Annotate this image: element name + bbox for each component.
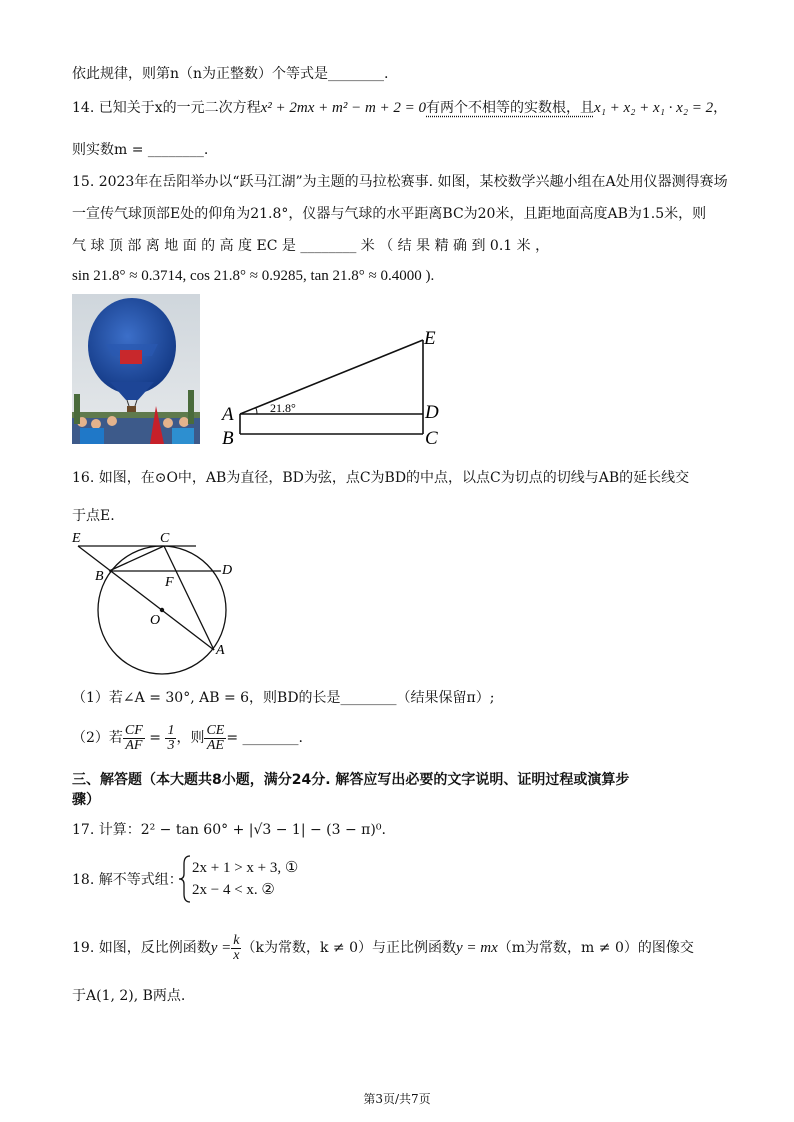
frac-den: x	[233, 947, 240, 963]
q16-part-2: （2）若 $\frac{CF}{AF}$ = $\frac{1}{3}$ ，则 $\frac{CE}{AE}$ = ________.	[72, 722, 303, 753]
question-18: 18. 解不等式组：	[72, 872, 183, 888]
q18-inequality-2: 2x − 4 < x. ②	[192, 882, 275, 898]
line-EA	[78, 546, 214, 650]
section-3-heading: 三、解答题（本大题共8小题，满分24分. 解答应写出必要的文字说明、证明过程或演算步	[72, 772, 630, 788]
frac-num: k	[233, 932, 240, 948]
q14-text-b: 有两个不相等的实数根，且	[426, 100, 595, 116]
q15-line-4: sin 21.8° ≈ 0.3714, cos 21.8° ≈ 0.9285, tan 21.8° ≈ 0.4000 ).	[72, 268, 435, 284]
line-CB	[109, 546, 164, 571]
angle-label: 21.8°	[270, 401, 296, 415]
label-D16: D	[222, 563, 233, 578]
q19-text-d: （m为常数，m ≠ 0）的图像交	[497, 940, 694, 956]
line-CA	[164, 546, 214, 650]
frac-den: 3	[167, 737, 175, 753]
system-brace	[178, 854, 192, 904]
q16-p2-text-b: ，则	[176, 730, 205, 746]
label-E16: E	[72, 531, 81, 546]
q14-condition: x₁ + x₂ + x₁ · x₂ = 2	[594, 100, 714, 116]
q14-text-c: ，	[713, 100, 728, 116]
line-AE	[240, 340, 423, 414]
q16-part-1: （1）若∠A = 30°, AB = 6，则BD的长是________（结果保留π）;	[72, 690, 495, 706]
q18-inequality-1: 2x + 1 > x + 3, ①	[192, 860, 299, 876]
fraction-one-third	[165, 724, 176, 753]
q15-line-3: 气 球 顶 部 离 地 面 的 高 度 EC 是 ________ 米 （ 结 果 精 确 到 0.1 米 ，	[72, 238, 550, 254]
question-19	[72, 932, 694, 964]
q15-line-2: 一宣传气球顶部E处的仰角为21.8°，仪器与气球的水平距离BC为20米，且距地面高度AB为1.5米，则	[72, 206, 707, 222]
label-A: A	[222, 404, 234, 425]
fraction-k-x	[231, 934, 241, 963]
q16-p2-text-a: （2）若	[72, 730, 123, 746]
q16-line-1: 16. 如图，在⊙O中，AB为直径，BD为弦，点C为BD的中点，以点C为切点的切线与AB的延长线交	[72, 470, 690, 486]
label-F16: F	[165, 575, 174, 590]
section-3-heading-cont: 骤）	[72, 792, 100, 808]
label-D: D	[425, 402, 439, 423]
page-footer: 第3页/共7页	[363, 1092, 431, 1106]
angle-arc	[256, 408, 257, 414]
q15-line-1: 15. 2023年在岳阳举办以“跃马江湖”为主题的马拉松赛事. 如图，某校数学兴趣小组在A处用仪器测得赛场	[72, 174, 728, 190]
label-O16: O	[150, 613, 161, 628]
q14-equation: x² + 2mx + m² − m + 2 = 0	[260, 100, 427, 116]
q19-y-equals: y =	[210, 940, 232, 956]
question-14	[72, 98, 727, 118]
q19-text-b: （k为常数，k ≠ 0）与正比例函数	[241, 940, 456, 956]
q14-text-a: 14. 已知关于x的一元二次方程	[72, 100, 261, 116]
q14-answer-line: 则实数m = ________.	[72, 142, 209, 158]
question-17: 17. 计算：2² − tan 60° + |√3 − 1| − (3 − π)⁰.	[72, 822, 386, 838]
fraction-cf-af	[123, 724, 145, 753]
balloon-photo	[72, 294, 200, 444]
figure-16-diagram	[64, 526, 244, 676]
center-point	[160, 608, 164, 612]
label-C16: C	[160, 531, 170, 546]
q16-p2-text-c: = ________.	[226, 730, 303, 746]
frac-num: CF	[124, 722, 143, 738]
figure-15-diagram	[218, 326, 458, 452]
frac-den: AE	[206, 737, 224, 753]
q19-proportional: y = mx	[455, 940, 498, 956]
q19-text-a: 19. 如图，反比例函数	[72, 940, 211, 956]
frac-num: 1	[167, 722, 175, 738]
fraction-ce-ae	[204, 724, 226, 753]
q16-line-2: 于点E.	[72, 508, 115, 524]
label-B: B	[222, 428, 234, 449]
q19-line-2: 于A(1, 2), B两点.	[72, 988, 186, 1004]
label-A16: A	[216, 643, 225, 658]
label-B16: B	[95, 569, 104, 584]
label-C: C	[425, 428, 438, 449]
frac-den: AF	[125, 737, 143, 753]
frac-num: CE	[206, 722, 225, 738]
continuation-line: 依此规律，则第n（n为正整数）个等式是________.	[72, 66, 389, 82]
label-E: E	[424, 328, 436, 349]
